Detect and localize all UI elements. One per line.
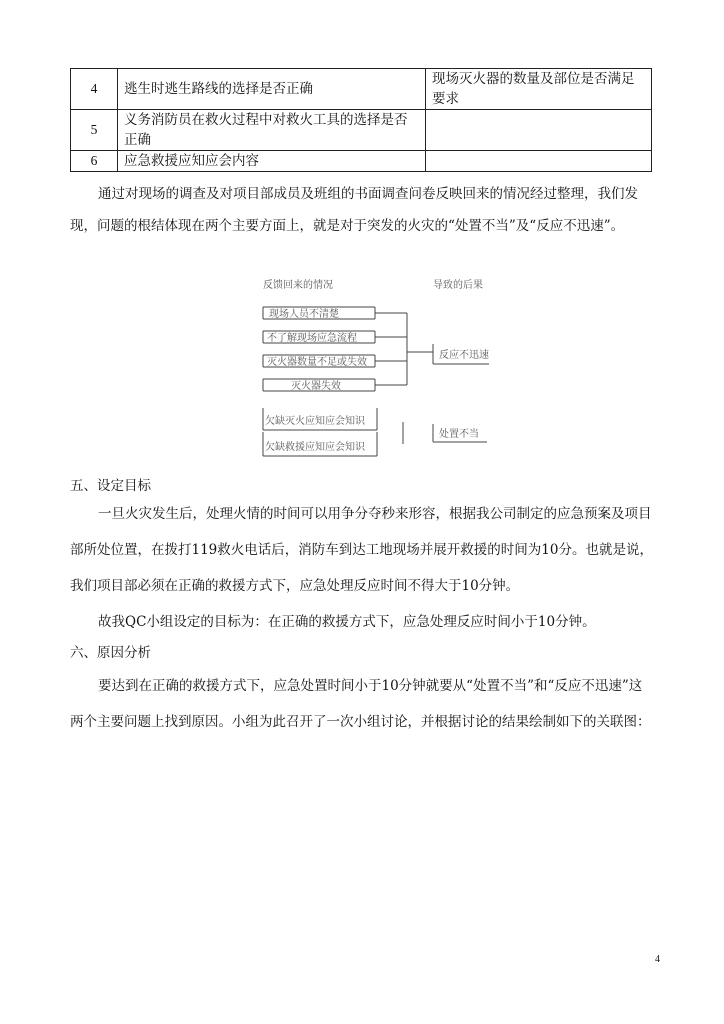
row-number: 4	[71, 69, 118, 110]
row-item: 逃生时逃生路线的选择是否正确	[118, 69, 426, 110]
diagram-left-header: 反馈回来的情况	[263, 280, 333, 291]
section-6-heading: 六、原因分析	[70, 645, 151, 661]
section-5-paragraph-1: 一旦火灾发生后，处理火情的时间可以用争分夺秒来形容，根据我公司制定的应急预案及项目部所处位置，在拨打119救火电话后，消防车到达工地现场并展开救援的时间为10分。也就是说，我们项目部必须在正确的救援方式下，应急处理反应时间不得大于10分钟。	[70, 506, 653, 594]
diagram-cause-2: 不了解现场应急流程	[267, 333, 357, 344]
section-5-heading: 五、设定目标	[70, 478, 151, 494]
table-row	[71, 151, 652, 172]
row-number: 6	[71, 151, 118, 172]
diagram-cause-4: 灭火器失效	[291, 381, 341, 392]
row-number: 5	[71, 110, 118, 151]
table-row	[71, 110, 652, 151]
relation-diagram	[255, 272, 505, 462]
diagram-effect-improper: 处置不当	[439, 429, 479, 440]
section-5-paragraph-2: 故我QC小组设定的目标为：在正确的救援方式下，应急处理反应时间小于10分钟。	[98, 614, 596, 630]
row-extra	[426, 151, 652, 172]
table-row	[71, 69, 652, 110]
row-extra: 现场灭火器的数量及部位是否满足要求	[426, 69, 652, 110]
checklist-table	[70, 68, 652, 172]
page-number: 4	[655, 954, 660, 965]
section-6-paragraph-1: 要达到在正确的救援方式下，应急处置时间小于10分钟就要从“处置不当”和“反应不迅速”这两个主要问题上找到原因。小组为此召开了一次小组讨论，并根据讨论的结果绘制如下的关联图：	[70, 678, 651, 730]
diagram-cause-5: 欠缺灭火应知应会知识	[265, 416, 365, 427]
paragraph-findings: 通过对现场的调查及对项目部成员及班组的书面调查问卷反映回来的情况经过整理，我们发现，问题的根结体现在两个主要方面上，就是对于突发的火灾的“处置不当”及“反应不迅速”。	[70, 186, 638, 234]
diagram-right-header: 导致的后果	[433, 280, 483, 291]
diagram-effect-slow: 反应不迅速	[439, 350, 489, 361]
row-item: 应急救援应知应会内容	[118, 151, 426, 172]
row-item: 义务消防员在救火过程中对救火工具的选择是否正确	[118, 110, 426, 151]
diagram-cause-1: 现场人员不清楚	[269, 309, 339, 320]
diagram-cause-6: 欠缺救援应知应会知识	[265, 442, 365, 453]
row-extra	[426, 110, 652, 151]
diagram-cause-3: 灭火器数量不足或失效	[267, 357, 367, 368]
